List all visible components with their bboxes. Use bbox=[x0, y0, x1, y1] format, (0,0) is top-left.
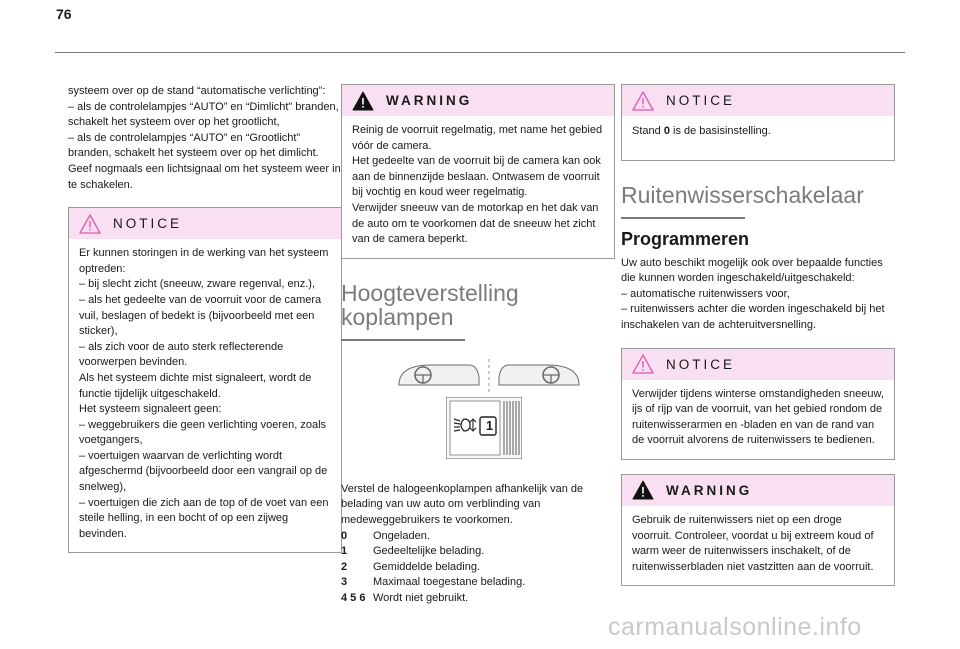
notice-line: Als het systeem dichte mist signaleert, wordt de functie tijdelijk uitgeschakeld. bbox=[79, 371, 312, 400]
warning-body bbox=[342, 116, 614, 258]
dial-value: 1 bbox=[485, 417, 494, 433]
notice-header bbox=[622, 349, 894, 380]
notice-label: NOTICE bbox=[666, 356, 736, 372]
title-rule bbox=[621, 217, 745, 219]
list-value: Wordt niet gebruikt. bbox=[373, 591, 469, 604]
body-text: Verstel de halogeenkoplampen afhankelijk van de belading van uw auto om verblinding van medeweggebruikers te voorkomen. bbox=[341, 482, 584, 526]
list-value: Maximaal toegestane belading. bbox=[373, 576, 526, 589]
body-line: Uw auto beschikt mogelijk ook over bepaalde functies die kunnen worden ingeschakeld/uitgeschakeld: bbox=[621, 256, 883, 285]
column-middle bbox=[341, 84, 615, 607]
list-item bbox=[341, 591, 615, 607]
notice-text-post: is de basisinstelling. bbox=[669, 125, 771, 137]
intro-line: – als de controlelampjes “AUTO” en “Grootlicht” branden, schakelt het systeem over op het dimlicht. bbox=[68, 131, 319, 160]
list-value: Ongeladen. bbox=[373, 529, 430, 542]
notice-header bbox=[622, 85, 894, 116]
notice-text: Verwijder tijdens winterse omstandigheden sneeuw, ijs of rijp van de voorruit, van het gebied rondom de ruitenwisserarmen en -bladen en van de rand van de voorruit alvorens de ruitenwissers te bedienen. bbox=[632, 387, 884, 447]
warning-line: Reinig de voorruit regelmatig, met name het gebied vóór de camera. bbox=[352, 124, 603, 152]
notice-line: – als het gedeelte van de voorruit voor de camera vuil, beslagen of bedekt is (bijvoorbeeld met een sticker), bbox=[79, 293, 322, 338]
notice-line: – als zich voor de auto sterk reflecterende voorwerpen bevinden. bbox=[79, 340, 284, 369]
notice-box bbox=[621, 84, 895, 161]
intro-line: Geef nogmaals een lichtsignaal om het systeem weer in te schakelen. bbox=[68, 162, 341, 191]
notice-label: NOTICE bbox=[666, 93, 736, 108]
notice-line: Het systeem signaleert geen: bbox=[79, 403, 222, 416]
list-item bbox=[341, 529, 615, 545]
warning-text: Gebruik de ruitenwissers niet op een droge voorruit. Controleer, voordat u bij extreem koud of warm weer de ruitenwissers inschakelt, of de ruitenwisserbladen niet vastzitten aan de voorruit. bbox=[632, 513, 874, 573]
headlamp-adjust-illustration bbox=[341, 355, 615, 473]
section-title-line: Hoogteverstelling bbox=[341, 279, 519, 306]
intro-line: systeem over op de stand “automatische verlichting”: bbox=[68, 85, 326, 97]
subsection-title: Programmeren bbox=[621, 228, 750, 249]
column-right bbox=[621, 84, 895, 586]
notice-body bbox=[622, 116, 894, 160]
notice-line: – voertuigen waarvan de verlichting wordt afgeschermd (bijvoorbeeld door een vangrail op de snelweg), bbox=[79, 449, 328, 494]
warning-triangle-icon bbox=[79, 214, 101, 234]
warning-label: WARNING bbox=[386, 93, 473, 108]
notice-body bbox=[69, 239, 341, 552]
section-title: Ruitenwisserschakelaar bbox=[621, 181, 864, 208]
notice-line: – bij slecht zicht (sneeuw, zware regenval, enz.), bbox=[79, 278, 316, 291]
warning-body bbox=[622, 506, 894, 585]
header-rule bbox=[55, 52, 905, 53]
warning-label: WARNING bbox=[666, 482, 753, 498]
list-item bbox=[341, 544, 615, 560]
section-title-line: koplampen bbox=[341, 303, 454, 330]
notice-header bbox=[69, 208, 341, 239]
notice-text-pre: Stand bbox=[632, 125, 664, 137]
list-key: 0 bbox=[341, 529, 348, 542]
watermark: carmanualsonline.info bbox=[608, 613, 862, 641]
title-rule bbox=[341, 339, 465, 341]
warning-triangle-icon bbox=[632, 480, 654, 500]
list-item bbox=[341, 575, 615, 591]
notice-line bbox=[632, 124, 884, 140]
column-left bbox=[68, 84, 342, 553]
list-value: Gemiddelde belading. bbox=[373, 560, 481, 573]
warning-line: Verwijder sneeuw van de motorkap en het dak van de auto om te voorkomen dat de sneeuw het zicht van de camera beperkt. bbox=[352, 201, 599, 246]
list-key: 2 bbox=[341, 560, 348, 573]
list-item bbox=[341, 560, 615, 576]
section-heading bbox=[341, 281, 615, 329]
notice-text-bold: 0 bbox=[663, 125, 670, 137]
notice-box bbox=[68, 207, 342, 553]
body-line: – automatische ruitenwissers voor, bbox=[621, 287, 790, 300]
body-line: – ruitenwissers achter die worden ingeschakeld bij het inschakelen van de achteruitversnelling. bbox=[621, 303, 885, 331]
notice-line: – voertuigen die zich aan de top of de voet van een steile helling, in een bocht of op een zijweg bevinden. bbox=[79, 496, 329, 540]
notice-line: Er kunnen storingen in de werking van het systeem optreden: bbox=[79, 247, 329, 275]
list-key: 3 bbox=[341, 576, 348, 589]
notice-box bbox=[621, 348, 895, 460]
intro-line: – als de controlelampjes “AUTO” en “Dimlicht” branden, schakelt het systeem over op het grootlicht, bbox=[68, 100, 339, 129]
notice-body bbox=[622, 380, 894, 459]
warning-triangle-icon bbox=[632, 354, 654, 374]
warning-header bbox=[342, 85, 614, 116]
notice-label: NOTICE bbox=[113, 216, 183, 232]
warning-triangle-icon bbox=[352, 91, 374, 111]
warning-triangle-icon bbox=[632, 91, 654, 111]
warning-header bbox=[622, 475, 894, 506]
load-position-list bbox=[341, 529, 615, 607]
list-value: Gedeeltelijke belading. bbox=[373, 545, 485, 558]
warning-box bbox=[621, 474, 895, 586]
notice-line: – weggebruikers die geen verlichting voeren, zoals voetgangers, bbox=[79, 418, 327, 447]
warning-line: Het gedeelte van de voorruit bij de camera kan ook aan de binnenzijde beslaan. Ontwasem de voorruit bij vochtig en koud weer regelmatig. bbox=[352, 155, 601, 199]
list-key: 1 bbox=[341, 545, 348, 558]
page-number: 76 bbox=[56, 6, 72, 22]
warning-box bbox=[341, 84, 615, 259]
list-key: 4 5 6 bbox=[341, 591, 366, 604]
